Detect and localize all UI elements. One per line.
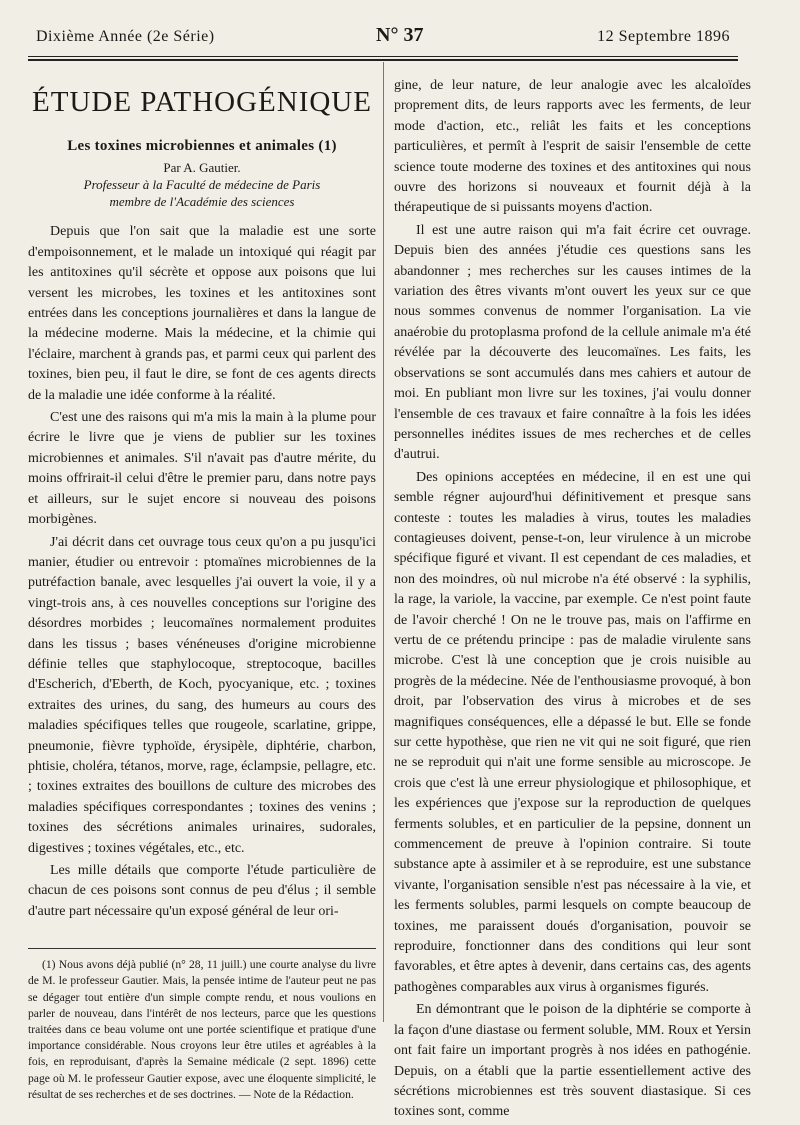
article-title: ÉTUDE PATHOGÉNIQUE: [32, 86, 372, 118]
author-affiliation: [28, 176, 376, 210]
header-rule-thick: [28, 59, 738, 61]
left-column: [28, 76, 376, 1105]
paragraph: C'est une des raisons qui m'a mis la main à la plume pour écrire le livre que je viens de publier sur les toxines microbiennes et animales. S'il n'avait pas d'autre mérite, du moins offrirait-il celui d'être le premier paru, dans notre pays et ailleurs, sur le sujet encore si nouveau des poisons morbigènes.: [28, 410, 376, 528]
header-volume: Dixième Année (2e Série): [36, 28, 215, 45]
paragraph: En démontrant que le poison de la diphtérie se comporte à la façon d'une diastase ou ferment soluble, MM. Roux et Yersin ont fait faire un important progrès à nos idées en pathogénie. Depuis, on a établi que la partie essentiellement active des sécrétions microbiennes est très souvent diastasique. Si ces toxines sont, comme: [394, 1002, 751, 1120]
right-column: [394, 76, 751, 1125]
paragraph: gine, de leur nature, de leur analogie avec les alcaloïdes proprement dits, de leurs rapports avec les ferments, de leur mode d'action, etc., reliât les faits et les conceptions particulières, et permît à l'esprit de saisir l'ensemble de cette science toute moderne des toxines et des antitoxines qui nous ouvre des horizons si nouveaux et fournit déjà à la thérapeutique de si puissants moyens d'action.: [394, 78, 751, 216]
paragraph: Les mille détails que comporte l'étude particulière de chacun de ces poisons sont connus de peu d'élus ; il semble d'autre part nécessaire qu'un exposé général de leur ori-: [28, 863, 376, 919]
paragraph: Depuis que l'on sait que la maladie est une sorte d'empoisonnement, et le malade un intoxiqué qui réagit par les antitoxines qu'il sécrète et oppose aux poisons que lui versent les microbes, les toxines et les antitoxines sont entrées dans les conceptions journalières et dans la langue de la médecine moderne. Mais la médecine, et la chimie qui l'éclaire, marchent à grands pas, et parmi ceux qui parlent des toxines, bien peu, il faut le dire, se font de ces agents directs de la maladie une idée conforme à la réalité.: [28, 224, 376, 403]
article-subtitle: Les toxines microbiennes et animales (1): [67, 138, 337, 154]
footnote-text: (1) Nous avons déjà publié (n° 28, 11 juill.) une courte analyse du livre de M. le professeur Gautier. Mais, la pensée intime de l'auteur peut ne pas se dégager tout entière d'un simple compte rendu, et nous voulions en parler de nouveau, dans l'intérêt de nos lecteurs, parce que les questions traitées dans ce beau volume ont une portée scientifique et pratique d'une importance considérable. Nous croyons leur être utiles et agréables à la fois, en reproduisant, d'après la Semaine médicale (2 sept. 1896) cette page où M. le professeur Gautier expose, avec une éloquente simplicité, le résultat de ses recherches et de ses doctrines. — Note de la Rédaction.: [28, 958, 376, 1101]
paragraph: J'ai décrit dans cet ouvrage tous ceux qu'on a pu jusqu'ici manier, étudier ou entrevoir : ptomaïnes microbiennes de la putréfaction banale, avec lesquelles j'ai ouvert la voie, il y a vingt-trois ans, à ces nouvelles conceptions sur l'origine des désordres morbides ; leucomaïnes normalement produites dans les tissus ; bases vénéneuses d'origine microbienne définie telles que staphylocoque, streptocoque, bacilles d'Escherich, d'Eberth, de Koch, pyocyanique, etc. ; toxines extraites des urines, du sang, des humeurs au cours des maladies spécifiques telles que rougeole, scarlatine, grippe, pneumonie, fièvre typhoïde, érysipèle, diphtérie, charbon, phtisie, choléra, tétanos, morve, rage, éclampsie, pellagre, etc. ; toxines extraites des bouillons de culture des microbes des maladies spécifiques correspondantes ; toxines des venins ; toxines des sécrétions animales urinaires, sudorales, digestives ; toxines végétales, etc., etc.: [28, 534, 376, 856]
affiliation-line-1: Professeur à la Faculté de médecine de Paris: [83, 177, 321, 193]
running-header: [36, 24, 730, 52]
footnote: [28, 957, 376, 1103]
header-rule: [28, 56, 738, 57]
header-date: 12 Septembre 1896: [597, 28, 730, 45]
header-issue-number: N° 37: [376, 24, 424, 46]
affiliation-line-2: membre de l'Académie des sciences: [109, 194, 295, 210]
paragraph: Il est une autre raison qui m'a fait écrire cet ouvrage. Depuis bien des années j'étudie ces questions sans les abandonner ; mes recherches sur les causes intimes de la variation des êtres vivants m'ont ouvert les yeux sur ce que nous sommes convenus de nommer l'organisation. La vie anaérobie du protoplasma profond de la cellule animale m'a été révélée par la découverte des leucomaïnes. Les faits, les observations se sont accumulés dans mes cahiers et autour de moi. En publiant mon livre sur les toxines, j'ai voulu donner l'ensemble de ces travaux et faire connaître à la fois les idées personnelles inédites issues de mes recherches et de celles d'autrui.: [394, 222, 751, 463]
article-author: Par A. Gautier.: [163, 160, 241, 176]
column-divider: [383, 62, 384, 1022]
footnote-rule: [28, 948, 376, 949]
paragraph: Des opinions acceptées en médecine, il en est une qui semble régner aujourd'hui définitivement et presque sans conteste : toutes les maladies à virus, toutes les maladies contagieuses doivent, pense-t-on, leur virulence à un microbe spécifique figuré et vivant. Il est cependant de ces maladies, et non des moindres, où nul microbe n'a été observé : la syphilis, la rage, la variole, la vaccine, par exemple. Ce n'est point faute de l'avoir cherché ! On ne le trouve pas, mais on l'affirme en vertu de ce prétendu principe : pas de maladie virulente sans microbe. C'est là une conception que je crois nuisible au progrès de la médecine. Née de l'enthousiasme provoqué, à bon droit, par l'observation des virus à microbes et de ses magnifiques conséquences, elle a dépassé le but. Elle se fonde sur cette hypothèse, que rien ne vit qui ne soit figuré, que rien ne se reproduit qui n'ait une forme sensible au microscope. Je crois que c'est là une erreur physiologique et philosophique, et les expériences que j'expose sur la reproduction de quelques ferments solubles, et en particulier de la pepsine, donnent un commencement de preuve à l'opinion contraire. Si toute substance apte à assimiler et à se reproduire, est une substance vivante, l'organisation sensible n'est pas nécessaire à la vie, et les ferments solubles, parmi lesquels on compte beaucoup de toxines, me paraissent doués d'organisation, pouvoir se reproduire, fonctionner dans des conditions qui leur sont favorables, et être aptes à devenir, dans certains cas, des agents pathogènes comparables aux virus à organismes figurés.: [394, 469, 751, 995]
